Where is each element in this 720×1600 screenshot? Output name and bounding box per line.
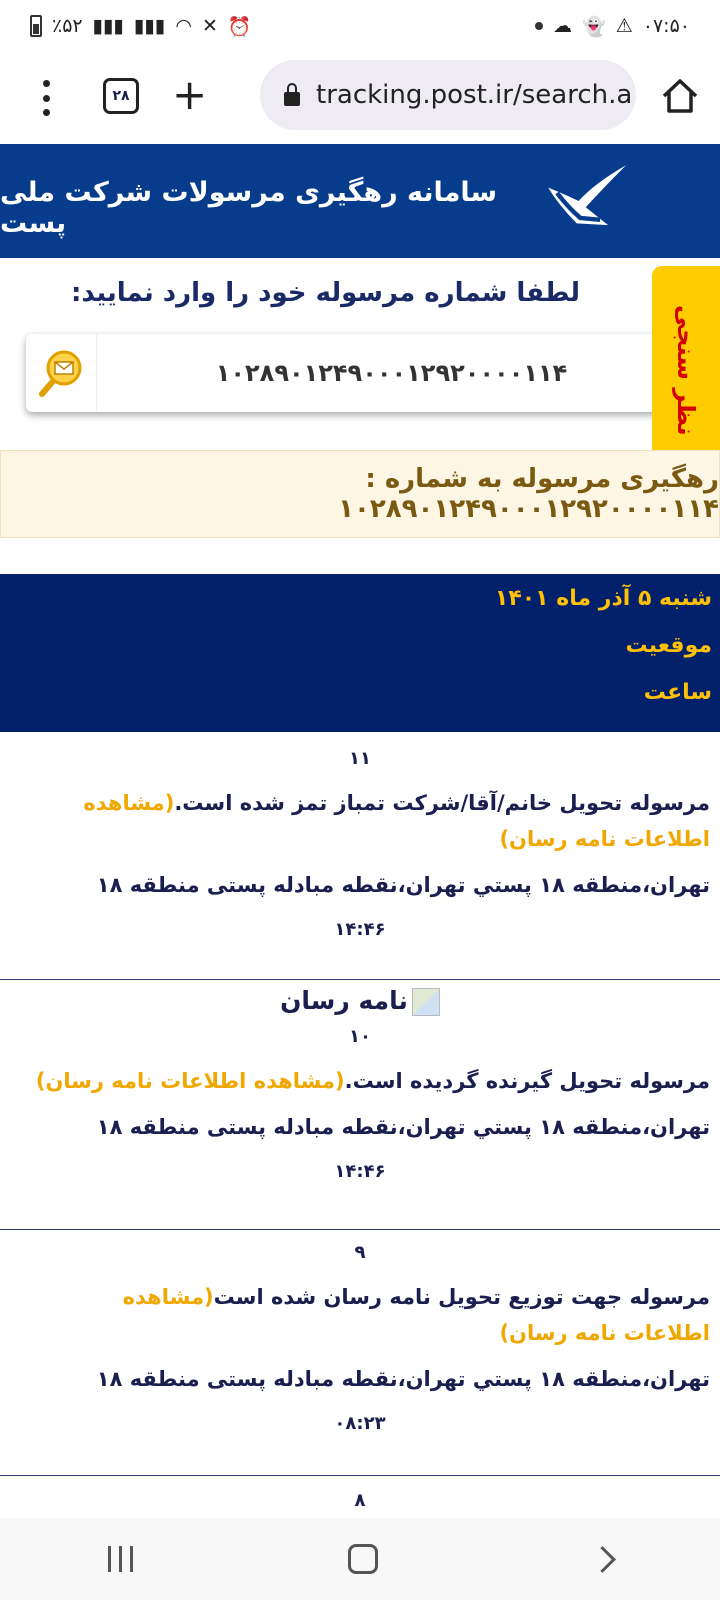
tracking-info-text: رهگیری مرسوله به شماره : ۱۰۲۸۹۰۱۲۴۹۰۰۰۱۲۹۲۰۰۰۰۱۱۴ [338, 464, 719, 524]
event-number: ۹ [354, 1242, 366, 1263]
event-number: ۱۰ [349, 1026, 371, 1047]
tracking-event [0, 1230, 720, 1476]
day-date: شنبه ۵ آذر ماه ۱۴۰۱ [494, 586, 712, 611]
clock-time: ۰۷:۵۰ [642, 15, 690, 37]
view-postman-info-link[interactable]: (مشاهده اطلاعات نامه رسان) [35, 1069, 345, 1093]
event-description [0, 1063, 720, 1099]
event-number: ۸ [354, 1490, 366, 1511]
tabs-count-button[interactable]: ۲۸ [103, 78, 139, 114]
event-location: تهران،منطقه ۱۸ پستي تهران،نقطه مبادله پستی منطقه ۱۸ [96, 1367, 710, 1391]
tracking-event [0, 980, 720, 1230]
site-title: سامانه رهگیری مرسولات شرکت ملی پست [0, 177, 498, 239]
event-time: ۱۴:۴۶ [334, 919, 386, 940]
address-bar[interactable] [260, 60, 636, 130]
day-header [0, 574, 720, 732]
view-postman-info-link[interactable]: (مشاهده اطلاعات نامه رسان) [122, 1285, 710, 1345]
lock-icon [284, 92, 300, 106]
tracking-event [0, 1476, 720, 1518]
time-column-label: ساعت [643, 680, 712, 705]
recent-apps-icon[interactable] [108, 1546, 133, 1572]
survey-tab[interactable] [652, 266, 720, 474]
status-bar [0, 0, 720, 52]
event-description [0, 785, 720, 857]
postman-broken-image-icon [412, 988, 440, 1016]
signal-icon-2: ▮▮▮ [134, 15, 166, 37]
tracking-number-input[interactable]: ۱۰۲۸۹۰۱۲۴۹۰۰۰۱۲۹۲۰۰۰۰۱۱۴ [215, 359, 568, 387]
snapchat-icon: 👻 [582, 15, 606, 38]
status-left [30, 15, 252, 38]
tracking-info-banner [0, 450, 720, 538]
wifi-icon: ◠ [175, 15, 192, 37]
system-nav-bar [0, 1518, 720, 1600]
event-location: تهران،منطقه ۱۸ پستي تهران،نقطه مبادله پستی منطقه ۱۸ [96, 1115, 710, 1139]
home-icon[interactable] [660, 76, 700, 116]
alarm-icon: ⏰ [227, 15, 252, 38]
back-chevron-icon[interactable] [589, 1546, 616, 1573]
event-location: تهران،منطقه ۱۸ پستي تهران،نقطه مبادله پستی منطقه ۱۸ [96, 873, 710, 897]
location-column-label: موقعیت [625, 633, 712, 658]
event-description-text: مرسوله تحویل خانم/آقا/شرکت تمباز تمز شده است. [174, 791, 710, 815]
view-postman-info-link[interactable]: (مشاهده اطلاعات نامه رسان) [83, 791, 710, 851]
warning-icon: ⚠ [615, 15, 633, 37]
battery-icon [30, 15, 42, 37]
event-time: ۱۴:۴۶ [334, 1161, 386, 1182]
event-number: ۱۱ [349, 748, 371, 769]
battery-level: ٪۵۲ [52, 15, 83, 37]
postman-label: نامه رسان [280, 986, 408, 1015]
post-logo-icon [541, 156, 630, 246]
new-tab-icon[interactable]: + [172, 70, 208, 119]
tracking-event [0, 732, 720, 980]
postman-image-label [0, 986, 720, 1016]
search-button[interactable] [26, 334, 97, 412]
home-button-icon[interactable] [348, 1544, 378, 1574]
signal-icon: ▮▮▮ [92, 15, 124, 37]
header-banner [0, 144, 720, 258]
event-description [0, 1279, 720, 1351]
browser-toolbar [0, 52, 720, 144]
event-time: ۰۸:۲۳ [334, 1413, 386, 1434]
search-prompt: لطفا شماره مرسوله خود را وارد نمایید: [70, 278, 580, 308]
event-description-text: مرسوله جهت توزیع تحویل نامه رسان شده است [213, 1285, 710, 1309]
more-menu-icon[interactable] [40, 80, 52, 116]
notification-dot-icon [535, 22, 543, 30]
tracking-search-box [26, 334, 686, 412]
survey-label: نظر سنجی [672, 304, 700, 436]
url-text: tracking.post.ir/search.a [316, 80, 633, 110]
cloud-icon: ☁ [553, 15, 573, 37]
status-right [535, 15, 690, 38]
mute-icon: ✕ [201, 15, 218, 37]
event-description-text: مرسوله تحویل گیرنده گردیده است. [344, 1069, 710, 1093]
search-envelope-icon [36, 348, 86, 398]
